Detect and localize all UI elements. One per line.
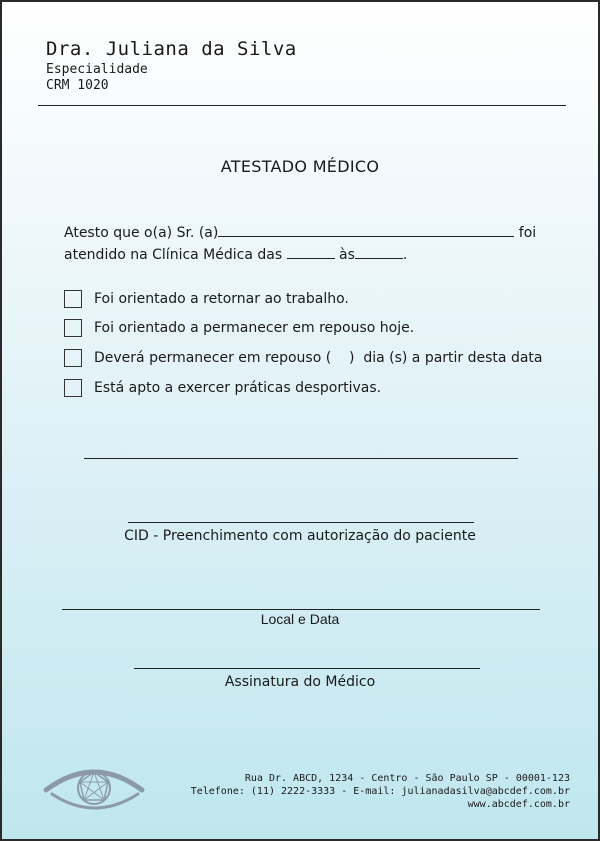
option-label: Deverá permanecer em repouso ( ) dia (s) a partir desta data — [94, 350, 543, 366]
option-label: Foi orientado a retornar ao trabalho. — [94, 291, 349, 307]
checkbox[interactable] — [64, 290, 82, 308]
checkbox[interactable] — [64, 319, 82, 337]
end-time-field[interactable] — [355, 244, 403, 259]
header-divider — [38, 105, 566, 106]
footer-address: Rua Dr. ABCD, 1234 - Centro - São Paulo SP - 00001-123 — [244, 773, 570, 784]
option-fit-for-sports[interactable] — [64, 379, 381, 397]
statement-time-to: às — [339, 247, 355, 263]
footer-website: www.abcdef.com.br — [467, 799, 570, 810]
statement-line-patient — [64, 222, 536, 241]
cid-line[interactable] — [128, 522, 474, 523]
statement-period: . — [402, 247, 408, 263]
local-date-label: Local e Data — [260, 611, 340, 627]
doctor-name: Dra. Juliana da Silva — [46, 38, 297, 60]
statement-text-start: Atesto que o(a) Sr. (a) — [64, 225, 219, 241]
eye-icon — [42, 760, 146, 816]
option-label: Está apto a exercer práticas desportivas. — [94, 380, 382, 396]
doctor-crm: CRM 1020 — [46, 78, 109, 93]
checkbox[interactable] — [64, 349, 82, 367]
cid-label: CID - Preenchimento com autorização do paciente — [124, 528, 476, 544]
option-rest-today[interactable] — [64, 319, 414, 337]
checkbox[interactable] — [64, 379, 82, 397]
signature-label: Assinatura do Médico — [224, 674, 376, 690]
statement-text-end: foi — [518, 225, 537, 241]
statement-line-time — [64, 244, 407, 263]
option-rest-days[interactable] — [64, 349, 543, 367]
patient-name-field[interactable] — [218, 222, 514, 237]
option-label: Foi orientado a permanecer em repouso hoje. — [94, 320, 415, 336]
local-date-line[interactable] — [62, 609, 540, 610]
free-text-line[interactable] — [84, 458, 518, 459]
statement-time-text: atendido na Clínica Médica das — [64, 247, 283, 263]
document-title: ATESTADO MÉDICO — [220, 157, 380, 176]
option-return-to-work[interactable] — [64, 290, 349, 308]
doctor-specialty: Especialidade — [46, 62, 148, 77]
footer-contact: Telefone: (11) 2222-3333 - E-mail: julianadasilva@abcdef.com.br — [190, 786, 570, 797]
signature-line[interactable] — [134, 668, 480, 669]
start-time-field[interactable] — [287, 244, 335, 259]
